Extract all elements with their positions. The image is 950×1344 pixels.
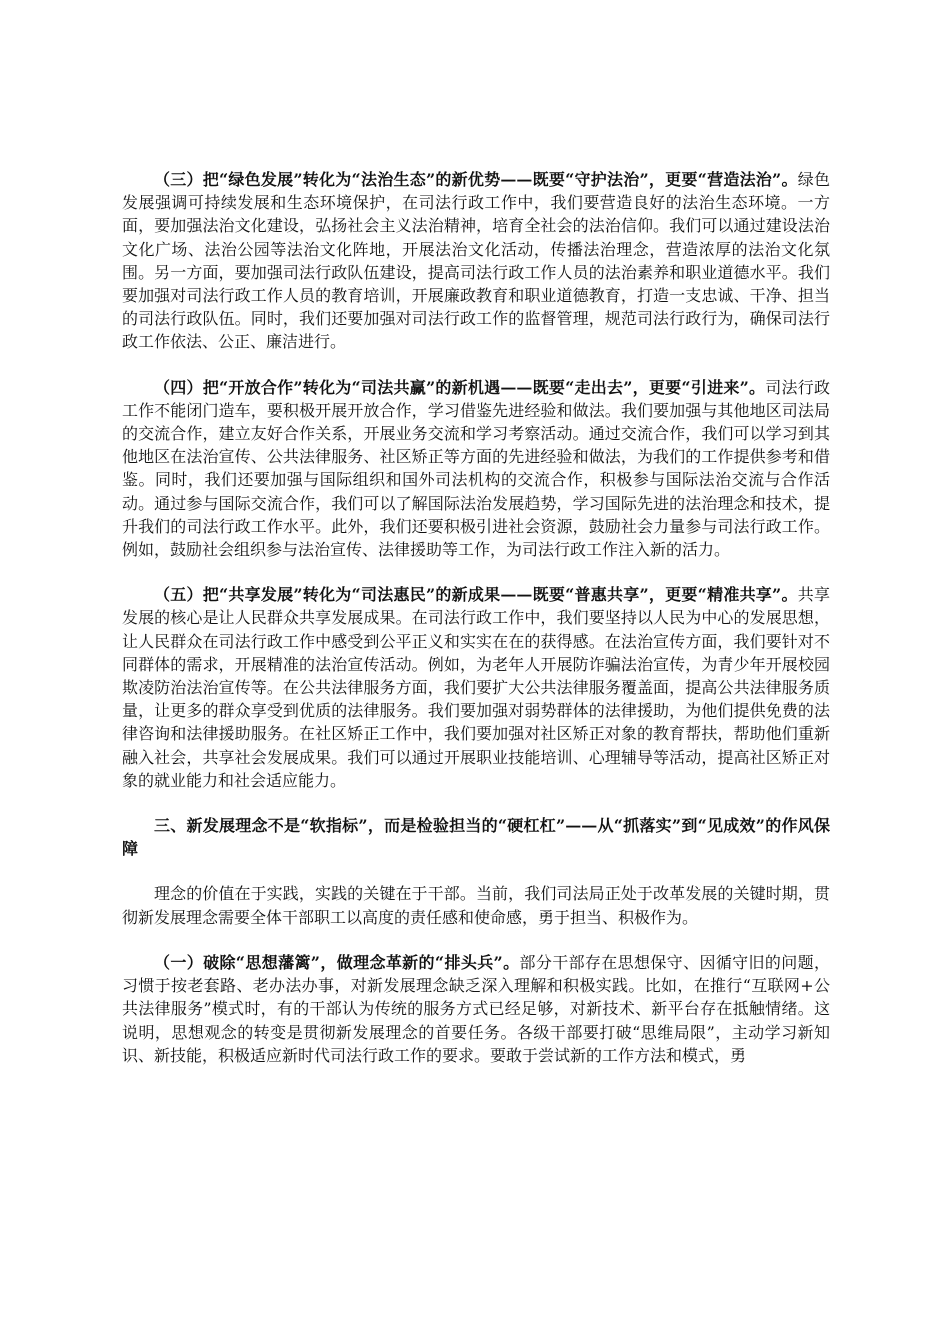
paragraph-text: 司法行政工作不能闭门造车，要积极开展开放合作，学习借鉴先进经验和做法。我们要加强与其他地区司法局的交流合作，建立友好合作关系，开展业务交流和学习考察活动。通过交流合作，我们可以学习到其他地区在法治宣传、公共法律服务、社区矫正等方面的先进经验和做法，为我们的工作提供参考和借鉴。同时，我们还要加强与国际组织和国外司法机构的交流合作，积极参与国际法治交流与合作活动。通过参与国际交流合作，我们可以了解国际法治发展趋势，学习国际先进的法治理念和技术，提升我们的司法行政工作水平。此外，我们还要积极引进社会资源，鼓励社会力量参与司法行政工作。例如，鼓励社会组织参与法治宣传、法律援助等工作，为司法行政工作注入新的活力。 [122,377,830,560]
paragraph-shared-development [122,583,830,792]
paragraph-lead: （四）把“开放合作”转化为“司法共赢”的新机遇——既要“走出去”，更要“引进来”。 [154,377,766,397]
paragraph-break-barriers [122,951,830,1067]
document-body [122,168,830,1089]
paragraph-text: 共享发展的核心是让人民群众共享发展成果。在司法行政工作中，我们要坚持以人民为中心的发展思想，让人民群众在司法行政工作中感受到公平正义和实实在在的获得感。在法治宣传方面，我们要针对不同群体的需求，开展精准的法治宣传活动。例如，为老年人开展防诈骗法治宣传，为青少年开展校园欺凌防治法治宣传等。在公共法律服务方面，我们要扩大公共法律服务覆盖面，提高公共法律服务质量，让更多的群众享受到优质的法律服务。我们要加强对弱势群体的法律援助，为他们提供免费的法律咨询和法律援助服务。在社区矫正工作中，我们要加强对社区矫正对象的教育帮扶，帮助他们重新融入社会，共享社会发展成果。我们可以通过开展职业技能培训、心理辅导等活动，提高社区矫正对象的就业能力和社会适应能力。 [122,585,830,790]
paragraph-text: 部分干部存在思想保守、因循守旧的问题，习惯于按老套路、老办法办事，对新发展理念缺乏深入理解和积极实践。比如，在推行“互联网+公共法律服务”模式时，有的干部认为传统的服务方式已经足够，对新技术、新平台存在抵触情绪。这说明，思想观念的转变是贯彻新发展理念的首要任务。各级干部要打破“思维局限”，主动学习新知识、新技能，积极适应新时代司法行政工作的要求。要敢于尝试新的工作方法和模式，勇 [122,952,830,1065]
paragraph-text: 理念的价值在于实践，实践的关键在于干部。当前，我们司法局正处于改革发展的关键时期，贯彻新发展理念需要全体干部职工以高度的责任感和使命感，勇于担当、积极作为。 [122,884,830,927]
paragraph-text: 绿色发展强调可持续发展和生态环境保护，在司法行政工作中，我们要营造良好的法治生态环境。一方面，要加强法治文化建设，弘扬社会主义法治精神，培育全社会的法治信仰。我们可以通过建设法治文化广场、法治公园等法治文化阵地，开展法治文化活动，传播法治理念，营造浓厚的法治文化氛围。另一方面，要加强司法行政队伍建设，提高司法行政工作人员的法治素养和职业道德水平。我们要加强对司法行政工作人员的教育培训，开展廉政教育和职业道德教育，打造一支忠诚、干净、担当的司法行政队伍。同时，我们还要加强对司法行政工作的监督管理，规范司法行政行为，确保司法行政工作依法、公正、廉洁进行。 [122,170,830,352]
paragraph-green-development [122,168,830,354]
paragraph-intro [122,882,830,928]
section-heading: 三、新发展理念不是“软指标”，而是检验担当的“硬杠杠”——从“抓落实”到“见成效”的作风保障 [122,816,830,859]
paragraph-open-cooperation [122,376,830,562]
paragraph-lead: （五）把“共享发展”转化为“司法惠民”的新成果——既要“普惠共享”，更要“精准共享”。 [154,585,798,605]
paragraph-lead: （三）把“绿色发展”转化为“法治生态”的新优势——既要“守护法治”，更要“营造法治”。 [154,170,798,189]
paragraph-lead: （一）破除“思想藩篱”，做理念革新的“排头兵”。 [154,952,520,972]
